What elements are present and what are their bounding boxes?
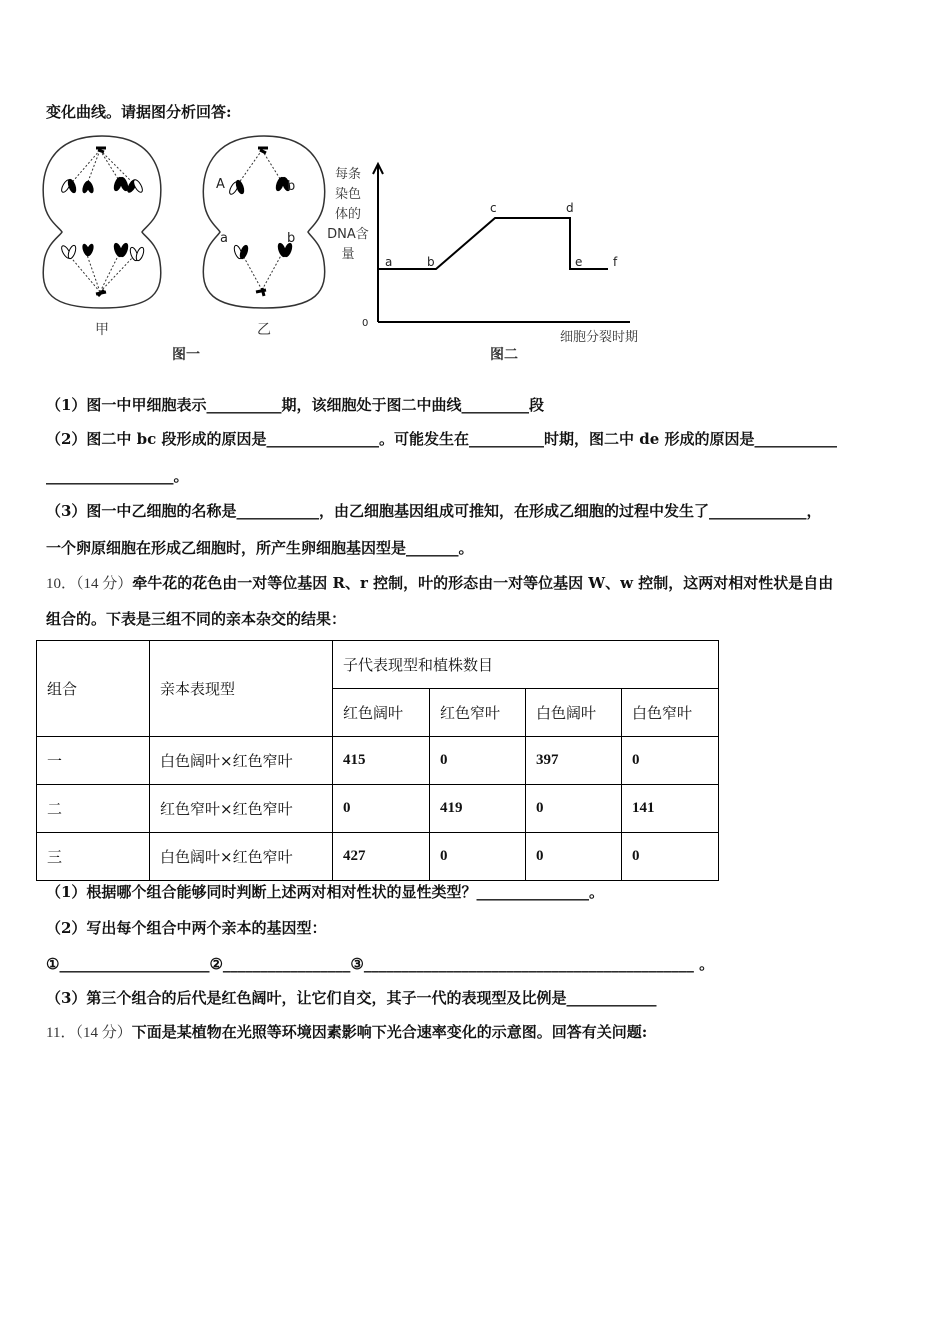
header-phenotype: 白色窄叶 [622,689,719,737]
q9-part2-line2: _________________。 [46,467,189,485]
point-a-label: a [385,255,393,269]
q11-stem [46,1022,647,1043]
header-phenotype: 红色阔叶 [333,689,430,737]
origin-label: 0 [362,318,369,329]
q9-part3-line2: 一个卵原细胞在形成乙细胞时，所产生卵细胞基因型是_______。 [46,539,474,557]
q10-number: 10．（14 分） [46,576,133,592]
q11-number: 11．（14 分） [46,1025,132,1041]
q9-part3-line1: （3）图一中乙细胞的名称是___________，由乙细胞基因组成可推知，在形成乙细胞的过程中发生了_____________， [46,502,822,520]
cell-yi-label: 乙 [257,322,271,338]
y-axis-label-3: 体的 [334,207,362,222]
cell-count: 0 [622,737,719,785]
cell-count: 0 [526,833,622,881]
x-axis-label: 细胞分裂时期 [560,330,639,345]
cell-jia-diagram [43,136,161,308]
allele-a-label: a [220,231,228,246]
y-axis-label-5: 量 [341,247,355,262]
cell-count: 0 [430,833,526,881]
y-axis-label-1: 每条 [334,167,362,182]
header-group: 组合 [37,641,150,737]
q10-stem-line2: 组合的。下表是三组不同的亲本杂交的结果： [46,610,347,628]
fig2-caption: 图二 [490,347,518,363]
header-phenotype: 红色窄叶 [430,689,526,737]
y-axis-label-4: DNA含 [327,227,369,242]
q10-part1: （1）根据哪个组合能够同时判断上述两对相对性状的显性类型？_______________。 [46,883,604,901]
cell-count: 415 [333,737,430,785]
cell-yi-diagram [203,136,324,308]
cell-count: 141 [622,785,719,833]
cell-count: 0 [333,785,430,833]
table-row [37,737,719,785]
cell-count: 0 [622,833,719,881]
table-row [37,785,719,833]
allele-A-label: A [216,177,225,192]
point-f-label: f [613,255,618,269]
dna-curve [378,218,608,269]
dna-content-graph [327,164,638,363]
cell-count: 419 [430,785,526,833]
q10-part2-blanks: ①____________________②_________________③____________________________________________ 。 [46,955,715,973]
cell-count: 427 [333,833,430,881]
table-row [37,833,719,881]
q9-part1: （1）图一中甲细胞表示__________期，该细胞处于图二中曲线_________段 [46,396,544,414]
allele-b-bottom-label: b [287,231,296,246]
q10-part2: （2）写出每个组合中两个亲本的基因型： [46,919,327,937]
q10-stem-line1 [46,573,833,594]
cell-count: 0 [526,785,622,833]
point-e-label: e [575,255,583,269]
cross-results-table [36,640,719,881]
header-offspring: 子代表现型和植株数目 [333,641,719,689]
figure-diagrams [40,132,680,372]
y-axis-label-2: 染色 [334,187,362,202]
header-phenotype: 白色阔叶 [526,689,622,737]
q9-part2-line1: （2）图二中 bc 段形成的原因是_______________。可能发生在__________时期，图二中 de 形成的原因是___________ [46,430,837,448]
header-parents: 亲本表现型 [150,641,333,737]
cell-count: 397 [526,737,622,785]
cell-count: 0 [430,737,526,785]
allele-b-top-label: b [287,179,296,194]
fig1-caption: 图一 [172,347,200,363]
intro-line: 变化曲线。请据图分析回答: [46,103,232,121]
cell-jia-label: 甲 [95,322,109,338]
cell-group: 三 [37,833,150,881]
cell-parents: 白色阔叶×红色窄叶 [150,833,333,881]
point-b-label: b [427,255,435,269]
point-c-label: c [490,201,497,215]
point-d-label: d [566,201,574,215]
q11-stem-text: 下面是某植物在光照等环境因素影响下光合速率变化的示意图。回答有关问题: [131,1023,648,1041]
q10-stem-text: 牵牛花的花色由一对等位基因 R、r 控制，叶的形态由一对等位基因 W、w 控制，这两对相对性状是自由 [132,574,834,592]
table-header-row [37,641,719,689]
cell-parents: 白色阔叶×红色窄叶 [150,737,333,785]
q10-part3: （3）第三个组合的后代是红色阔叶，让它们自交，其子一代的表现型及比例是____________ [46,989,657,1007]
cell-parents: 红色窄叶×红色窄叶 [150,785,333,833]
cell-group: 一 [37,737,150,785]
cell-group: 二 [37,785,150,833]
